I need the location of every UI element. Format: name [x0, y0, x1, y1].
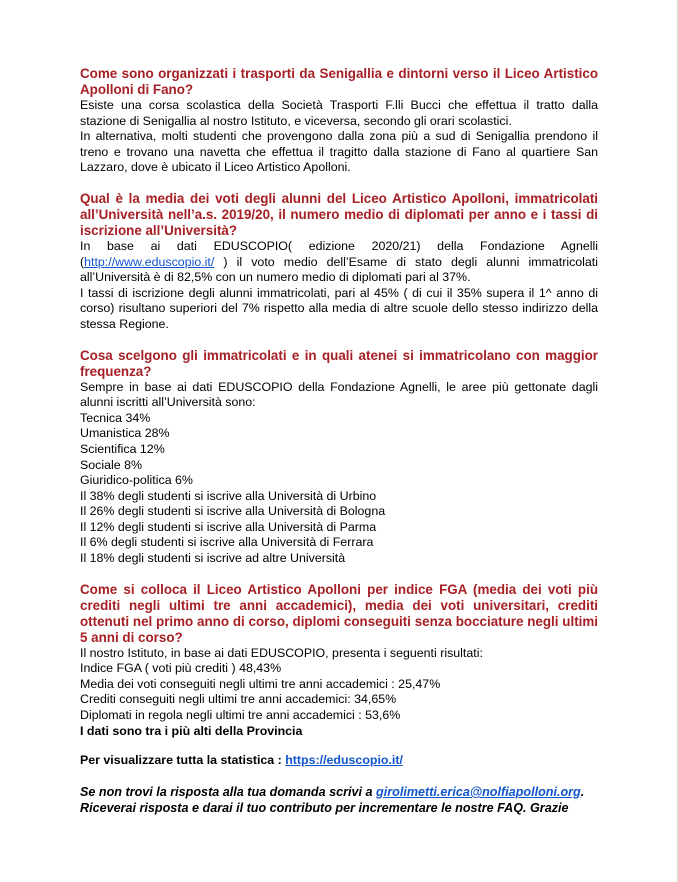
list-item: Media dei voti conseguiti negli ultimi tre anni accademici : 25,47% [80, 676, 441, 691]
answer-text: In base ai dati EDUSCOPIO( edizione 2020/21) della Fondazione Agnelli ( [80, 238, 598, 269]
answer-paragraph: In alternativa, molti studenti che provengono dalla zona più a sud di Senigallia prendono il treno e trovano una navetta che effettua il tragitto dalla stazione di Fano al quartiere San Lazzaro, dove è ubicato il Liceo Artistico Apolloni. [80, 129, 598, 175]
highlight-text: I dati sono tra i più alti della Provincia [80, 723, 303, 738]
universities-list [80, 489, 598, 567]
faq-transport [80, 66, 598, 176]
list-item: Giuridico-politica 6% [80, 473, 193, 488]
stats-line [80, 753, 598, 769]
question-grades: Qual è la media dei voti degli alunni del Liceo Artistico Apolloni, immatricolati all’Università nell’a.s. 2019/20, il numero medio di diplomati per anno e i tassi di iscrizione all’Università? [80, 190, 598, 238]
list-item: Il 12% degli studenti si iscrive alla Università di Parma [80, 519, 377, 534]
footer-line [80, 784, 598, 800]
results-list [80, 646, 598, 724]
question-universities: Cosa scelgono gli immatricolati e in quali atenei si immatricolano con maggior frequenza? [80, 347, 598, 379]
answer-text: ) il voto medio dell’Esame di stato degli alunni immatricolati all’Università è di 82,5% con un numero medio di diplomati pari al 37%. [80, 254, 598, 285]
footer-text: Se non trovi la risposta alla tua domanda scrivi a [80, 784, 377, 799]
list-item: Il 38% degli studenti si iscrive alla Università di Urbino [80, 488, 377, 503]
list-item: Il 26% degli studenti si iscrive alla Università di Bologna [80, 504, 386, 519]
faq-content [80, 66, 598, 816]
question-transport: Come sono organizzati i trasporti da Senigallia e dintorni verso il Liceo Artistico Apolloni di Fano? [80, 66, 598, 97]
list-item: Il nostro Istituto, in base ai dati EDUSCOPIO, presenta i seguenti risultati: [80, 645, 483, 660]
answer-paragraph [80, 239, 598, 286]
faq-grades [80, 191, 598, 333]
areas-list [80, 411, 598, 489]
eduscopio-link[interactable]: http://www.eduscopio.it/ [84, 254, 215, 269]
question-fga-index: Come si colloca il Liceo Artistico Apolloni per indice FGA (media dei voti più crediti negli ultimi tre anni accademici), media dei voti universitari, crediti ottenuti nel primo anno di corso, diplomi conseguiti senza bocciature negli ultimi 5 anni di corso? [80, 581, 598, 645]
footer-text: . [580, 784, 585, 799]
list-item: Il 6% degli studenti si iscrive alla Università di Ferrara [80, 535, 374, 550]
faq-fga-index [80, 582, 598, 769]
stats-link[interactable]: https://eduscopio.it/ [285, 753, 403, 768]
list-item: Umanistica 28% [80, 426, 170, 441]
answer-paragraph: Esiste una corsa scolastica della Società Trasporti F.lli Bucci che effettua il tratto dalla stazione di Senigallia al nostro Istituto, e viceversa, secondo gli orari scolastici. [80, 98, 598, 128]
list-item: Scientifica 12% [80, 441, 165, 456]
list-item: Indice FGA ( voti più crediti ) 48,43% [80, 661, 282, 676]
answer-paragraph: I tassi di iscrizione degli alunni immatricolati, pari al 45% ( di cui il 35% supera il 1^ anno di corso) risultano superiori del 7% rispetto alla media di altre scuole dello stesso indirizzo della stessa Regione. [80, 285, 598, 331]
list-item: Crediti conseguiti negli ultimi tre anni accademici: 34,65% [80, 692, 397, 707]
answer-intro: Sempre in base ai dati EDUSCOPIO della Fondazione Agnelli, le aree più gettonate dagli alunni iscritti all’Università sono: [80, 379, 598, 410]
list-item: Sociale 8% [80, 457, 142, 472]
footer-contact [80, 784, 598, 816]
list-item: Diplomati in regola negli ultimi tre anni accademici : 53,6% [80, 708, 401, 723]
list-item: Il 18% degli studenti si iscrive ad altre Università [80, 551, 346, 566]
stats-label: Per visualizzare tutta la statistica : [80, 753, 286, 768]
list-item: Tecnica 34% [80, 410, 151, 425]
footer-line: Riceverai risposta e darai il tuo contributo per incrementare le nostre FAQ. Grazie [80, 800, 569, 815]
faq-universities [80, 348, 598, 567]
email-link[interactable]: girolimetti.erica@nolfiapolloni.org [376, 784, 581, 799]
